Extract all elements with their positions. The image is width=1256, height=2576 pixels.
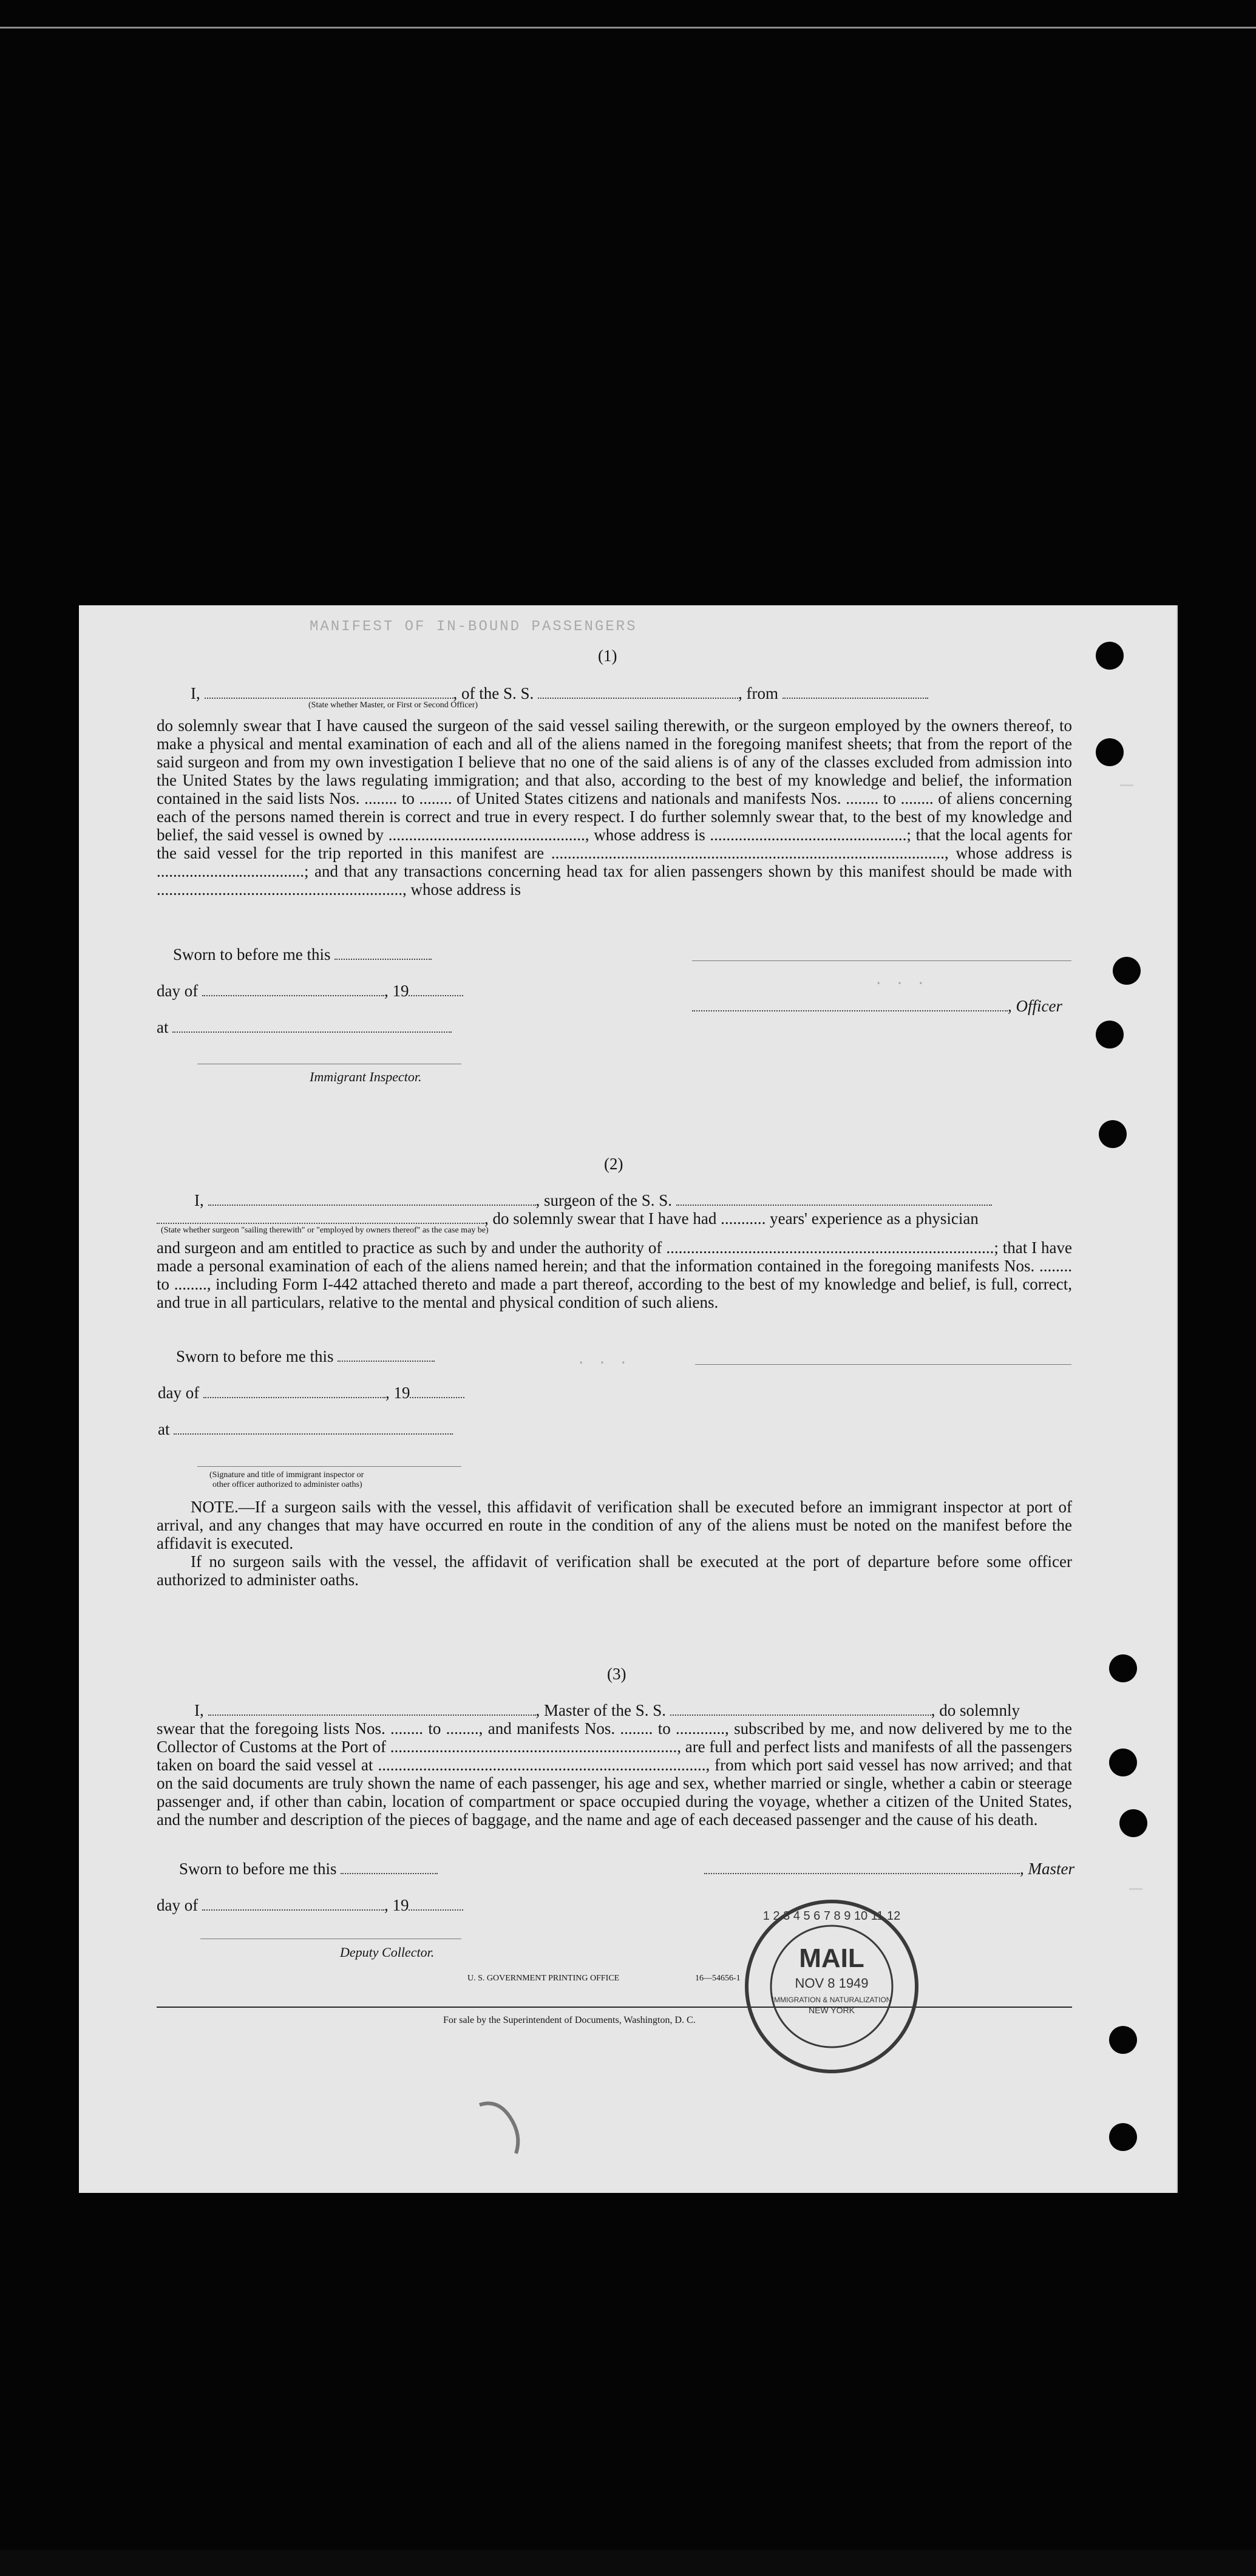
punch-hole [1096,1021,1124,1048]
section-2-signature-line [197,1466,461,1467]
section-2-oath-text: and surgeon and am entitled to practice as such by and under the authority of ................................................................................; that I have made a personal examination of each of the aliens named herein; and that the information contained in the foregoing manifests Nos. ........ to ........, including Form I-442 attached thereto and made a part thereof, according to the best of my knowledge and belief, is full, correct, and true in all particulars, relative to the mental and physical condition of such aliens. [157,1239,1072,1311]
section-3-sworn: Sworn to before me this [179,1860,438,1878]
punch-hole [1119,1809,1147,1837]
scanner-bottom-band [0,2550,1256,2576]
section-1-first-line: I, , of the S. S. , from [191,684,928,702]
section-1-oath-text: do solemnly swear that I have caused the surgeon of the said vessel sailing therewith, or the surgeon employed by the owners thereof, to make a physical and mental examination of each and all of the aliens named in the foregoing manifest sheets; that from the report of the said surgeon and from my own investigation I believe that no one of the said aliens is of any of the classes excluded from admission into the United States by the laws regulating immigration; and that also, according to the best of my knowledge and belief, the information contained in the said lists Nos. ........ to ........ of United States citizens and nationals and manifests Nos. ........ to ........ of aliens concerning each of the persons named therein is correct and true in every respect. I do further solemnly swear that, to the best of my knowledge and belief, the said vessel is owned by ................................................, whose address is ................................................; that the local agents for the said vessel for the trip reported in this manifest are ................................................................................................, whose address is ....................................; and that any transactions concerning head tax for alien passengers shown by this manifest should be made with ............................................................, whose address is [157,716,1072,899]
bleed-through-text: MANIFEST OF IN-BOUND PASSENGERS [310,619,637,635]
section-2-sworn: Sworn to before me this [176,1347,435,1365]
section-1-number: (1) [598,647,617,665]
section-1-day-of: day of , 19 [157,982,463,1000]
signature-caption-2: other officer authorized to administer oaths) [212,1480,362,1489]
form-number: 16—54656-1 [695,1974,741,1983]
immigrant-inspector-label: Immigrant Inspector. [310,1069,422,1084]
stamp-agency: IMMIGRATION & NATURALIZATION [772,1996,892,2004]
punch-hole [1113,957,1141,985]
punch-hole [1099,1120,1127,1148]
section-2-number: (2) [604,1155,623,1173]
stamp-ring-numbers: 1 2 3 4 5 6 7 8 9 10 11 12 [762,1909,901,1923]
section-1-sworn: Sworn to before me this [173,945,432,963]
section-2-day-of: day of , 19 [158,1384,464,1402]
section-2-at: at [158,1420,453,1438]
officer-signature: , Officer [692,997,1062,1015]
scanner-top-line [0,27,1256,29]
punch-hole [1109,1654,1137,1682]
section-2-second-line: , do solemnly swear that I have had ........... years' experience as a physician [157,1209,979,1228]
section-2-first-line: I, , surgeon of the S. S. [194,1191,992,1209]
punch-hole [1109,2123,1137,2151]
deputy-collector-label: Deputy Collector. [340,1945,435,1960]
stamp-mail-text: MAIL [799,1943,864,1973]
stamp-date: NOV 8 1949 [795,1976,869,1991]
document-page [79,605,1176,2193]
mail-received-stamp [741,1895,923,2078]
bleed-through-text: · · · [577,1355,630,1371]
section-2-caption: (State whether surgeon "sailing therewith" or "employed by owners thereof" as the case may be) [161,1226,489,1235]
section-3-number: (3) [607,1665,626,1683]
punch-hole [1109,2026,1137,2054]
pencil-mark [474,2093,528,2160]
section-1-caption: (State whether Master, or First or Second Officer) [308,701,478,710]
stamp-city: NEW YORK [809,2005,855,2015]
margin-mark [1129,1888,1142,1890]
punch-hole [1096,738,1124,766]
note-surgeon-affidavit: NOTE.—If a surgeon sails with the vessel, this affidavit of verification shall be executed before an immigrant inspector at port of arrival, and any changes that may have occurred en route in the condition of any of the aliens must be noted on the manifest before the affidavit is executed. [157,1498,1072,1552]
signature-caption-1: (Signature and title of immigrant inspector or [209,1470,364,1480]
section-3-oath-text: swear that the foregoing lists Nos. ........ to ........, and manifests Nos. ........ to ............, subscribed by me, and now delivered by me to the Collector of Customs at the Port of ......................................................................, are full and perfect lists and manifests of all the passengers taken on board the said vessel at ................................................................................, from which port said vessel has now arrived; and that on the said documents are truly shown the name of each passenger, his age and sex, whether married or single, whether a cabin or steerage passenger and, if other than cabin, location of compartment or space occupied during the voyage, whether a citizen of the United States, and the number and description of the pieces of baggage, and the name and age of each deceased passenger and the cause of his death. [157,1719,1072,1829]
margin-mark [1120,784,1133,786]
printing-office: U. S. GOVERNMENT PRINTING OFFICE [467,1974,620,1983]
note-no-surgeon: If no surgeon sails with the vessel, the affidavit of verification shall be executed at the port of departure before some officer authorized to administer oaths. [157,1552,1072,1589]
bleed-through-text: · · · [874,976,928,992]
sale-notice: For sale by the Superintendent of Documents, Washington, D. C. [443,2015,696,2025]
punch-hole [1096,642,1124,670]
officer-signature-line-1 [692,960,1071,961]
section-3-first-line: I, , Master of the S. S. , do solemnly [194,1701,1020,1719]
surgeon-signature-line [695,1364,1071,1365]
punch-hole [1109,1748,1137,1776]
section-1-at: at [157,1018,452,1036]
section-3-day-of: day of , 19 [157,1896,463,1914]
master-signature: , Master [704,1860,1074,1878]
footer-rule [157,2007,1072,2008]
